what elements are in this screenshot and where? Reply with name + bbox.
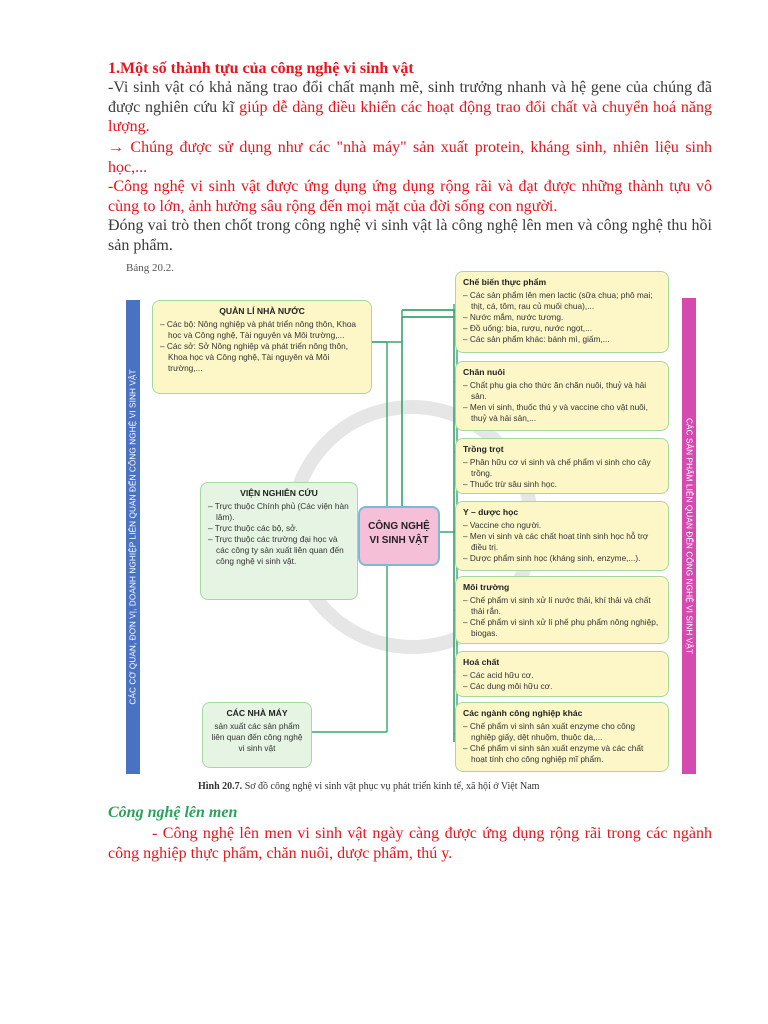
box-research-institutes <box>200 482 358 600</box>
box-item: – Trực thuộc Chính phủ (Các viện hàn lâm). <box>208 501 350 523</box>
box-title: Các ngành công nghiệp khác <box>463 708 583 718</box>
paragraph-fermentation <box>108 824 712 863</box>
box-item: – Nước mắm, nước tương. <box>463 312 661 323</box>
box-item: – Các sản phẩm lên men lactic (sữa chua; phô mai; thịt, cá, tôm, rau củ muối chua),... <box>463 290 661 312</box>
paragraph-fermentation-text: - Công nghệ lên men vi sinh vật ngày càng được ứng dụng rộng rãi trong các ngành công nghiệp thực phẩm, chăn nuôi, dược phẩm, thú y. <box>108 825 712 862</box>
box-title: Trồng trọt <box>463 444 504 454</box>
box-item: – Các acid hữu cơ. <box>463 670 661 681</box>
box-factories <box>202 702 312 768</box>
box-environment <box>455 576 669 644</box>
box-item: – Đồ uống: bia, rượu, nước ngọt,... <box>463 323 661 334</box>
box-item: – Chế phẩm vi sinh sản xuất enzyme cho công nghiệp giấy, dệt nhuộm, thuộc da,... <box>463 721 661 743</box>
box-item: – Dược phẩm sinh học (kháng sinh, enzyme,...). <box>463 553 661 564</box>
box-title: Chăn nuôi <box>463 367 506 377</box>
box-cultivation <box>455 438 669 494</box>
table-label: Bảng 20.2. <box>126 262 174 274</box>
box-livestock <box>455 361 669 431</box>
center-node: CÔNG NGHỆ VI SINH VẬT <box>358 506 440 566</box>
box-title: VIỆN NGHIÊN CỨU <box>240 488 318 498</box>
box-other-industries <box>455 702 669 772</box>
paragraph-4: Đóng vai trò then chốt trong công nghệ vi sinh vật là công nghệ lên men và công nghệ thu hồi sản phẩm. <box>108 217 712 254</box>
paragraph-1-part-a: -Vi sinh vật có khả năng trao đổi chất mạnh mẽ, sinh trưởng nhanh và hệ gene của chúng đã được nghiên cứu kĩ <box>108 79 712 116</box>
right-vertical-label: CÁC SẢN PHẨM LIÊN QUAN ĐẾN CÔNG NGHỆ VI SINH VẬT <box>684 418 694 654</box>
box-item: – Trực thuộc các bộ, sở. <box>208 523 350 534</box>
paragraph-1 <box>108 78 712 137</box>
caption-number: Hình 20.7. <box>198 781 243 792</box>
diagram-figure <box>122 262 702 797</box>
box-item: – Chất phụ gia cho thức ăn chăn nuôi, thuỷ và hải sản. <box>463 380 661 402</box>
box-item: – Các dung môi hữu cơ. <box>463 681 661 692</box>
box-item: – Chế phẩm vi sinh xử lí nước thải, khí thải và chất thải rắn. <box>463 595 661 617</box>
left-vertical-label: CÁC CƠ QUAN, ĐƠN VỊ, DOANH NGHIỆP LIÊN QUAN ĐẾN CÔNG NGHỆ VI SINH VẬT <box>128 369 138 705</box>
box-state-management <box>152 300 372 394</box>
caption-text: Sơ đồ công nghệ vi sinh vật phục vụ phát triển kinh tế, xã hội ở Việt Nam <box>242 781 540 792</box>
subheading-fermentation: Công nghệ lên men <box>108 804 238 821</box>
figure-caption <box>198 781 539 792</box>
box-item: – Chế phẩm vi sinh xử lí phế phụ phẩm nông nghiệp, biogas. <box>463 617 661 639</box>
box-title: QUẢN LÍ NHÀ NƯỚC <box>219 306 305 316</box>
section-heading: 1.Một số thành tựu của công nghệ vi sinh vật <box>108 60 414 77</box>
box-chemicals <box>455 651 669 697</box>
box-title: Môi trường <box>463 582 510 592</box>
box-item: – Men vi sinh và các chất hoạt tính sinh học hỗ trợ điều trị. <box>463 531 661 553</box>
box-title: Hoá chất <box>463 657 500 667</box>
paragraph-1-part-b: giúp dễ dàng điều khiển các hoạt động trao đổi chất và chuyển hoá năng lượng. <box>108 98 712 135</box>
box-item: – Vaccine cho người. <box>463 520 661 531</box>
paragraph-2: → Chúng được sử dụng như các "nhà máy" sản xuất protein, kháng sinh, nhiên liệu sinh học,... <box>108 139 712 176</box>
box-title: CÁC NHÀ MÁY <box>226 708 288 718</box>
box-text: sản xuất các sản phẩm liên quan đến công nghệ vi sinh vật <box>211 721 303 753</box>
box-food-processing <box>455 271 669 353</box>
box-item: – Các sản phẩm khác: bánh mì, giấm,... <box>463 334 661 345</box>
box-item: – Thuốc trừ sâu sinh học. <box>463 479 661 490</box>
box-item: – Các sở: Sở Nông nghiệp và phát triển nông thôn, Khoa học và Công nghệ, Tài nguyên và Môi trường,... <box>160 341 364 374</box>
box-title: Chế biến thực phẩm <box>463 277 547 287</box>
box-item: – Chế phẩm vi sinh sản xuất enzyme và các chất hoạt tính cho công nghiệp mĩ phẩm. <box>463 743 661 765</box>
box-item: – Các bộ: Nông nghiệp và phát triển nông thôn, Khoa học và Công nghệ, Tài nguyên và Môi trường,... <box>160 319 364 341</box>
box-item: – Trực thuộc các trường đại học và các công ty sản xuất liên quan đến công nghệ vi sinh vật. <box>208 534 350 567</box>
box-title: Y – dược học <box>463 507 519 517</box>
box-medicine-pharmacy <box>455 501 669 571</box>
box-item: – Men vi sinh, thuốc thú y và vaccine cho vật nuôi, thuỷ và hải sản,... <box>463 402 661 424</box>
box-item: – Phân hữu cơ vi sinh và chế phẩm vi sinh cho cây trồng. <box>463 457 661 479</box>
paragraph-3: -Công nghệ vi sinh vật được ứng dụng ứng dụng rộng rãi và đạt được những thành tựu vô cùng to lớn, ảnh hưởng sâu rộng đến mọi mặt của đời sống con người. <box>108 178 712 215</box>
